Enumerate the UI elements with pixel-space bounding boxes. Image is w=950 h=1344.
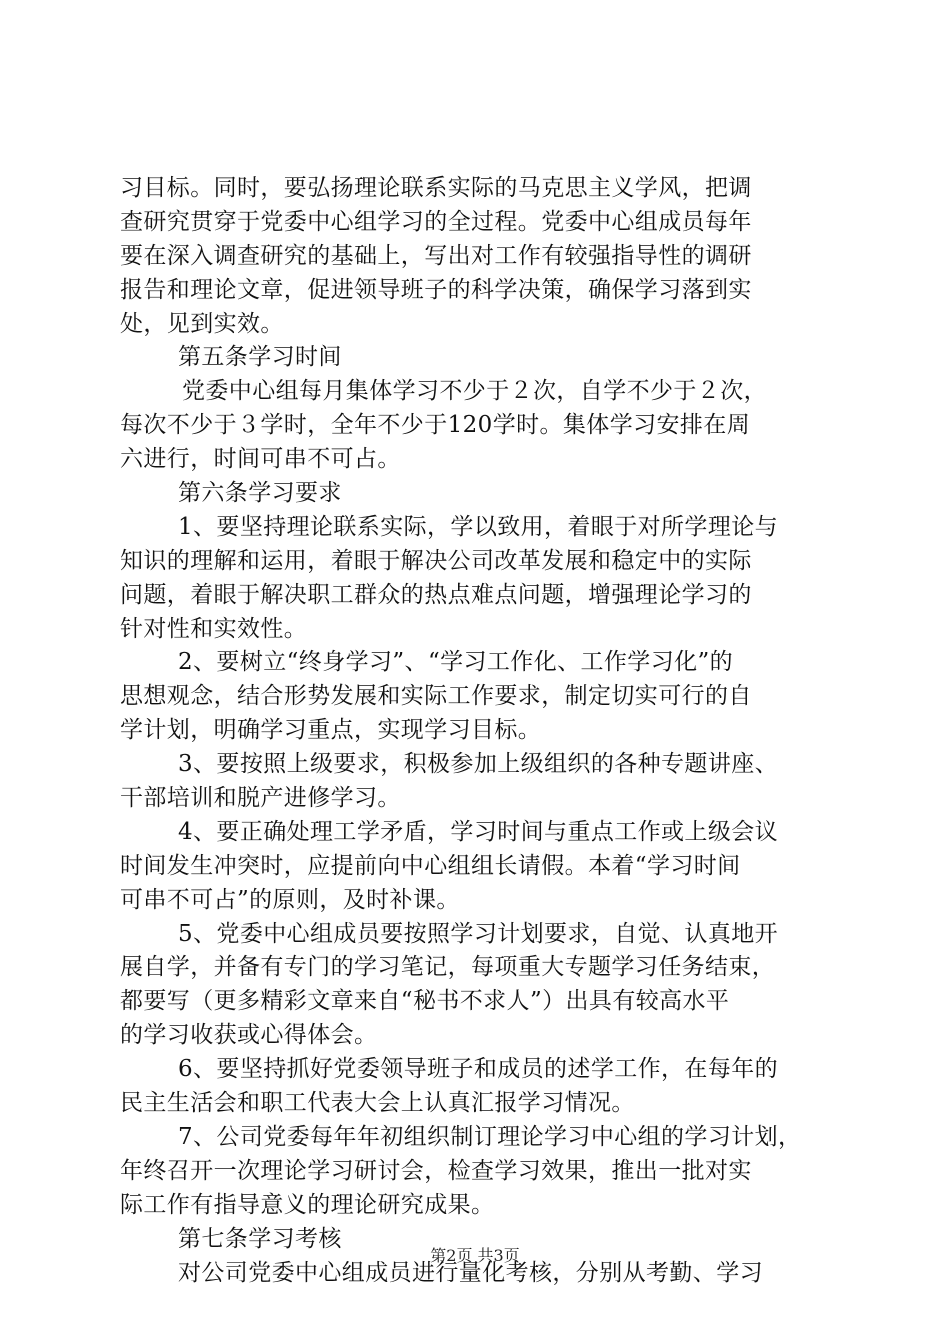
text-line: 2、要树立“终身学习”、“学习工作化、工作学习化”的 [178,649,734,676]
text-line: 5、党委中心组成员要按照学习计划要求，自觉、认真地开 [178,920,779,947]
section-heading: 第六条学习要求 [178,480,342,507]
section-heading: 第五条学习时间 [178,344,342,371]
text-line: 学计划，明确学习重点，实现学习目标。 [120,717,542,744]
text-line: 4、要正确处理工学矛盾，学习时间与重点工作或上级会议 [178,818,779,845]
text-line: 1、要坚持理论联系实际，学以致用，着眼于对所学理论与 [178,513,779,540]
text-line: 处，见到实效。 [120,310,284,337]
text-line: 针对性和实效性。 [120,615,308,642]
text-line: 问题，着眼于解决职工群众的热点难点问题，增强理论学习的 [120,581,752,608]
text-line: 的学习收获或心得体会。 [120,1022,378,1049]
text-line: 年终召开一次理论学习研讨会，检查学习效果，推出一批对实 [120,1157,752,1184]
text-line: 查研究贯穿于党委中心组学习的全过程。党委中心组成员每年 [120,208,752,235]
text-line: 每次不少于３学时，全年不少于120学时。集体学习安排在周 [120,412,751,439]
text-line: 要在深入调查研究的基础上，写出对工作有较强指导性的调研 [120,242,752,269]
text-line: 六进行，时间可串不可占。 [120,446,401,473]
page-footer [0,1243,950,1266]
text-line: 展自学，并备有专门的学习笔记，每项重大专题学习任务结束， [120,954,776,981]
text-line: 时间发生冲突时，应提前向中心组组长请假。本着“学习时间 [120,852,741,879]
text-line: 知识的理解和运用，着眼于解决公司改革发展和稳定中的实际 [120,547,752,574]
text-line: 际工作有指导意义的理论研究成果。 [120,1191,495,1218]
text-line: 3、要按照上级要求，积极参加上级组织的各种专题讲座、 [178,751,779,778]
text-line: 7、公司党委每年年初组织制订理论学习中心组的学习计划， [178,1123,802,1150]
text-line: 习目标。同时，要弘扬理论联系实际的马克思主义学风，把调 [120,175,752,201]
section-heading: 第七条学习考核 [178,1225,342,1252]
text-line: 党委中心组每月集体学习不少于２次，自学不少于２次， [182,378,767,405]
text-line: 干部培训和脱产进修学习。 [120,785,401,812]
text-line: 报告和理论文章，促进领导班子的科学决策，确保学习落到实 [120,276,752,303]
text-line: 民主生活会和职工代表大会上认真汇报学习情况。 [120,1090,635,1117]
text-line: 对公司党委中心组成员进行量化考核，分别从考勤、学习 [178,1259,763,1286]
text-line: 都要写（更多精彩文章来自“秘书不求人”）出具有较高水平 [120,988,730,1015]
text-line: 思想观念，结合形势发展和实际工作要求，制定切实可行的自 [120,683,752,710]
text-line: 可串不可占”的原则，及时补课。 [120,886,460,913]
page-number: 第2页 共3页 [430,1246,520,1265]
text-line: 6、要坚持抓好党委领导班子和成员的述学工作，在每年的 [178,1056,779,1083]
document-body [120,172,832,1290]
